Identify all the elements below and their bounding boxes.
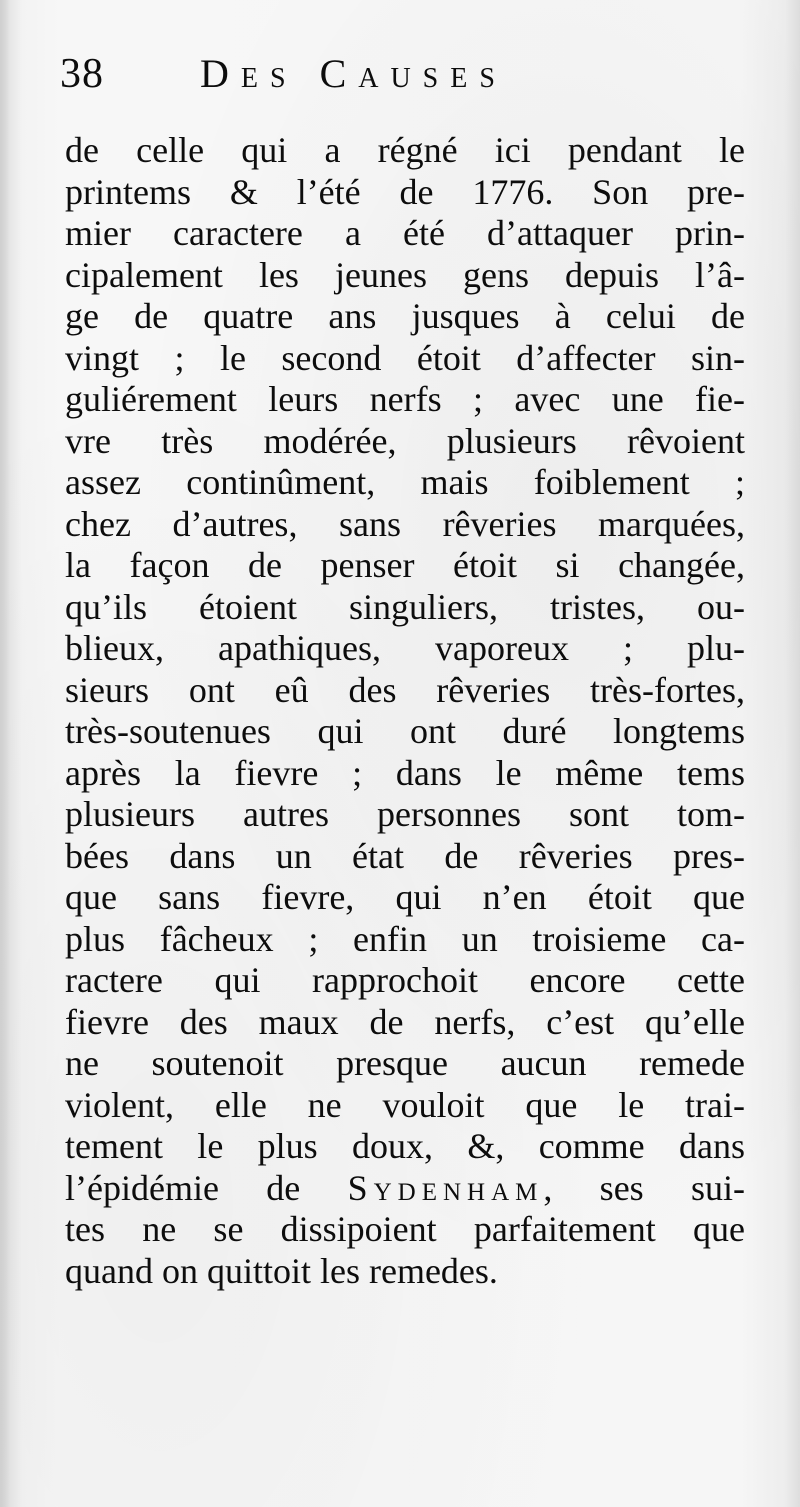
text-line: plusieurs autres personnes sont tom- [65,794,745,834]
text-line: tes ne se dissipoient parfaitement que [65,1209,745,1249]
text-line: très-soutenues qui ont duré longtems [65,711,745,751]
text-fragment: l’épidémie de [65,1167,348,1208]
body-text [65,130,745,1292]
author-name-sydenham: Sydenham [347,1167,544,1208]
page-gutter-shadow [0,0,10,1507]
text-line: assez continûment, mais foiblement ; [65,462,745,502]
text-line: plus fâcheux ; enfin un troisieme ca- [65,918,745,959]
text-line: fievre des maux de nerfs, c’est qu’elle [65,1001,745,1042]
text-line-final: quand on quittoit les remedes. [65,1250,498,1291]
text-fragment: , ses sui- [543,1167,745,1208]
text-line: ractere qui rapprochoit encore cette [65,960,745,1000]
text-line: vingt ; le second étoit d’affecter sin- [65,337,745,378]
text-line-with-author-name [65,1168,745,1210]
text-line: mier caractere a été d’attaquer prin- [65,213,745,253]
text-line: cipalement les jeunes gens depuis l’â- [65,254,745,295]
text-line: qu’ils étoient singuliers, tristes, ou- [65,586,745,627]
text-line: vre très modérée, plusieurs rêvoient [65,420,745,461]
text-line: tement le plus doux, &, comme dans [65,1126,745,1166]
running-title: Des Causes [200,51,507,96]
text-line: guliérement leurs nerfs ; avec une fie- [65,379,745,419]
text-line: ne soutenoit presque aucun remede [65,1043,745,1083]
text-line: après la fievre ; dans le même tems [65,752,745,793]
text-line: blieux, apathiques, vaporeux ; plu- [65,628,745,668]
text-line: bées dans un état de rêveries pres- [65,835,745,876]
text-line: la façon de penser étoit si changée, [65,545,745,585]
page-number: 38 [60,51,104,97]
text-line: de celle qui a régné ici pendant le [65,130,745,170]
text-line: violent, elle ne vouloit que le trai- [65,1084,745,1125]
text-line: ge de quatre ans jusques à celui de [65,296,745,336]
page-header [60,44,680,104]
text-line: sieurs ont eû des rêveries très-fortes, [65,669,745,710]
text-line: que sans fievre, qui n’en étoit que [65,877,745,917]
text-line: printems & l’été de 1776. Son pre- [65,171,745,212]
text-line: chez d’autres, sans rêveries marquées, [65,503,745,544]
